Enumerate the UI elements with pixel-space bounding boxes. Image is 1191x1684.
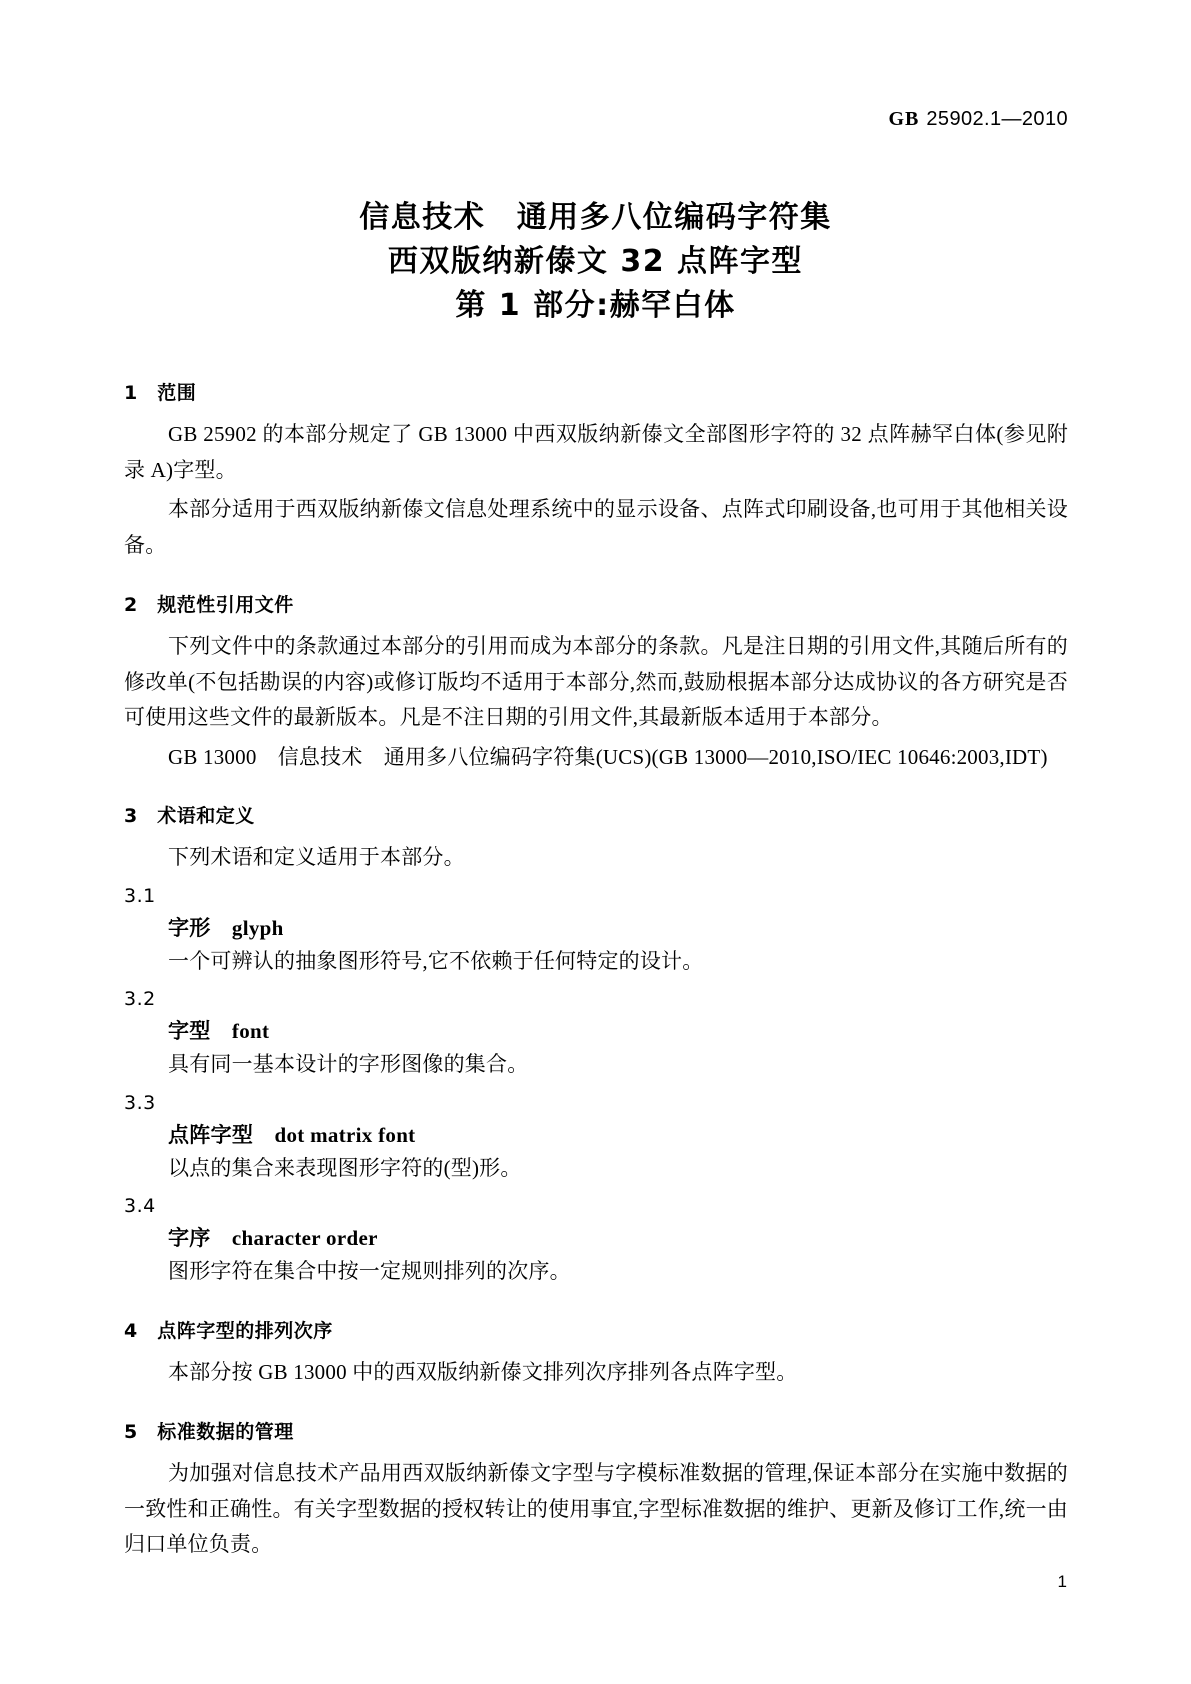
definition-number-3-1: 3.1 [124, 884, 156, 907]
definition-number-3-4: 3.4 [124, 1195, 156, 1217]
definition-term-3-3: 点阵字型 dot matrix font [168, 1122, 416, 1147]
section-heading-5: 5 标准数据的管理 [124, 1421, 294, 1443]
definition-number-3-3: 3.3 [124, 1091, 156, 1114]
section-heading-1: 1 范围 [124, 382, 197, 404]
page-title [0, 196, 1191, 328]
section-heading-4: 4 点阵字型的排列次序 [124, 1319, 333, 1342]
section-2-reference-gb13000: GB 13000 信息技术 通用多八位编码字符集(UCS)(GB 13000—2010,ISO/IEC 10646:2003,IDT) [168, 744, 1048, 769]
definition-term-3-4: 字序 character order [168, 1226, 378, 1250]
section-5-paragraph-1: 为加强对信息技术产品用西双版纳新傣文字型与字模标准数据的管理,保证本部分在实施中数据的一致性和正确性。有关字型数据的授权转让的使用事宜,字型标准数据的维护、更新及修订工作,统一由归口单位负责。 [124, 1461, 1068, 1556]
page-number: 1 [1057, 1572, 1067, 1591]
definition-body-3-1: 一个可辨认的抽象图形符号,它不依赖于任何特定的设计。 [168, 948, 704, 973]
title-line-1: 信息技术 通用多八位编码字符集 [359, 200, 832, 235]
section-3-paragraph-1: 下列术语和定义适用于本部分。 [168, 845, 465, 869]
section-2-paragraph-1: 下列文件中的条款通过本部分的引用而成为本部分的条款。凡是注日期的引用文件,其随后所有的修改单(不包括勘误的内容)或修订版均不适用于本部分,然而,鼓励根据本部分达成协议的各方研究是否可使用这些文件的最新版本。凡是不注日期的引用文件,其最新版本适用于本部分。 [124, 634, 1068, 729]
definition-body-3-3: 以点的集合来表现图形字符的(型)形。 [168, 1155, 522, 1180]
standard-prefix: GB [888, 108, 920, 130]
definition-term-3-2: 字型 font [168, 1019, 270, 1043]
document-body [124, 378, 1068, 1563]
running-header [889, 108, 1069, 131]
section-heading-2: 2 规范性引用文件 [124, 594, 294, 616]
section-4-paragraph-1: 本部分按 GB 13000 中的西双版纳新傣文排列次序排列各点阵字型。 [168, 1359, 798, 1384]
definition-body-3-4: 图形字符在集合中按一定规则排列的次序。 [168, 1259, 571, 1283]
standard-number: 25902.1—2010 [926, 108, 1068, 130]
definition-number-3-2: 3.2 [124, 988, 156, 1010]
definition-body-3-2: 具有同一基本设计的字形图像的集合。 [168, 1052, 529, 1076]
definition-term-3-1: 字形 glyph [168, 915, 284, 940]
section-heading-3: 3 术语和定义 [124, 805, 255, 827]
title-line-3: 第 1 部分:赫罕白体 [455, 288, 736, 323]
section-1-paragraph-1: GB 25902 的本部分规定了 GB 13000 中西双版纳新傣文全部图形字符的 32 点阵赫罕白体(参见附录 A)字型。 [124, 422, 1068, 482]
title-line-2: 西双版纳新傣文 32 点阵字型 [387, 244, 804, 279]
section-1-paragraph-2: 本部分适用于西双版纳新傣文信息处理系统中的显示设备、点阵式印刷设备,也可用于其他相关设备。 [124, 497, 1068, 557]
